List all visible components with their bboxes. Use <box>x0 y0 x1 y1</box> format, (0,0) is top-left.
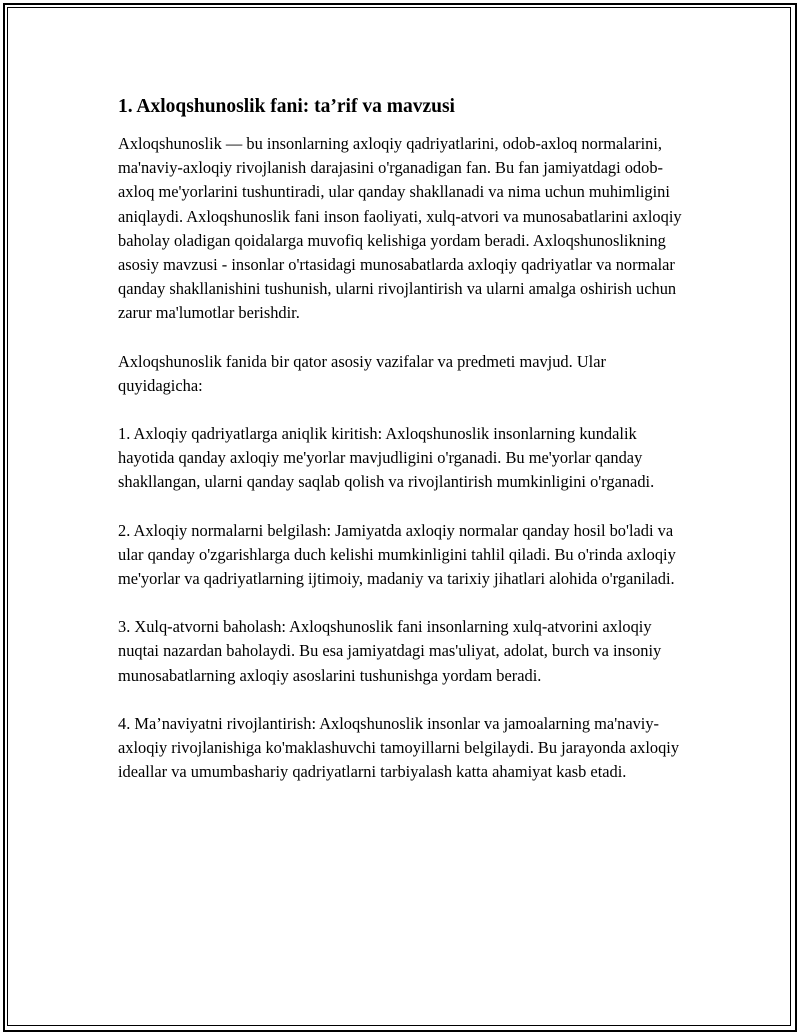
document-body <box>118 94 693 808</box>
section-title: 1. Axloqshunoslik fani: ta’rif va mavzusi <box>118 96 455 117</box>
task-1-paragraph: 1. Axloqiy qadriyatlarga aniqlik kiritish: Axloqshunoslik insonlarning kundalik hayotida qanday axloqiy me'yorlar mavjudligini o'rganadi. Bu me'yorlar qanday shakllangan, ularni qanday saqlab qolish va rivojlantirish mumkinligini o'rganadi. <box>118 424 655 492</box>
task-4-paragraph: 4. Ma’naviyatni rivojlantirish: Axloqshunoslik insonlar va jamoalarning ma'naviy-axloqiy rivojlanishiga ko'maklashuvchi tamoyillarni belgilaydi. Bu jarayonda axloqiy ideallar va umumbashariy qadriyatlarni tarbiyalash katta ahamiyat kasb etadi. <box>118 713 680 782</box>
tasks-intro-paragraph: Axloqshunoslik fanida bir qator asosiy vazifalar va predmeti mavjud. Ular quyidagicha: <box>118 351 606 395</box>
task-3-paragraph: 3. Xulq-atvorni baholash: Axloqshunoslik fani insonlarning xulq-atvorini axloqiy nuqtai nazardan baholaydi. Bu esa jamiyatdagi mas'uliyat, adolat, burch va insoniy munosabatlarning axloqiy asoslarini tushunishga yordam beradi. <box>118 617 662 685</box>
intro-paragraph: Axloqshunoslik — bu insonlarning axloqiy qadriyatlarini, odob-axloq normalarini, ma'naviy-axloqiy rivojlanish darajasini o'rganadigan fan. Bu fan jamiyatdagi odob-axloq me'yorlarini tushuntiradi, ular qanday shakllanadi va nima uchun muhimligini aniqlaydi. Axloqshunoslik fani inson faoliyati, xulq-atvori va munosabatlarini axloqiy baholay oladigan qoidalarga muvofiq kelishiga yordam beradi. Axloqshunoslikning asosiy mavzusi - insonlar o'rtasidagi munosabatlarda axloqiy qadriyatlar va normalar qanday shakllanishini tushunish, ularni rivojlantirish va ularni amalga oshirish uchun zarur ma'lumotlar berishdir. <box>118 134 682 323</box>
task-2-paragraph: 2. Axloqiy normalarni belgilash: Jamiyatda axloqiy normalar qanday hosil bo'ladi va ular qanday o'zgarishlarga duch kelishi mumkinligini tahlil qiladi. Bu o'rinda axloqiy me'yorlar va qadriyatlarning ijtimoiy, madaniy va tarixiy jihatlari alohida o'rganiladi. <box>118 520 676 589</box>
